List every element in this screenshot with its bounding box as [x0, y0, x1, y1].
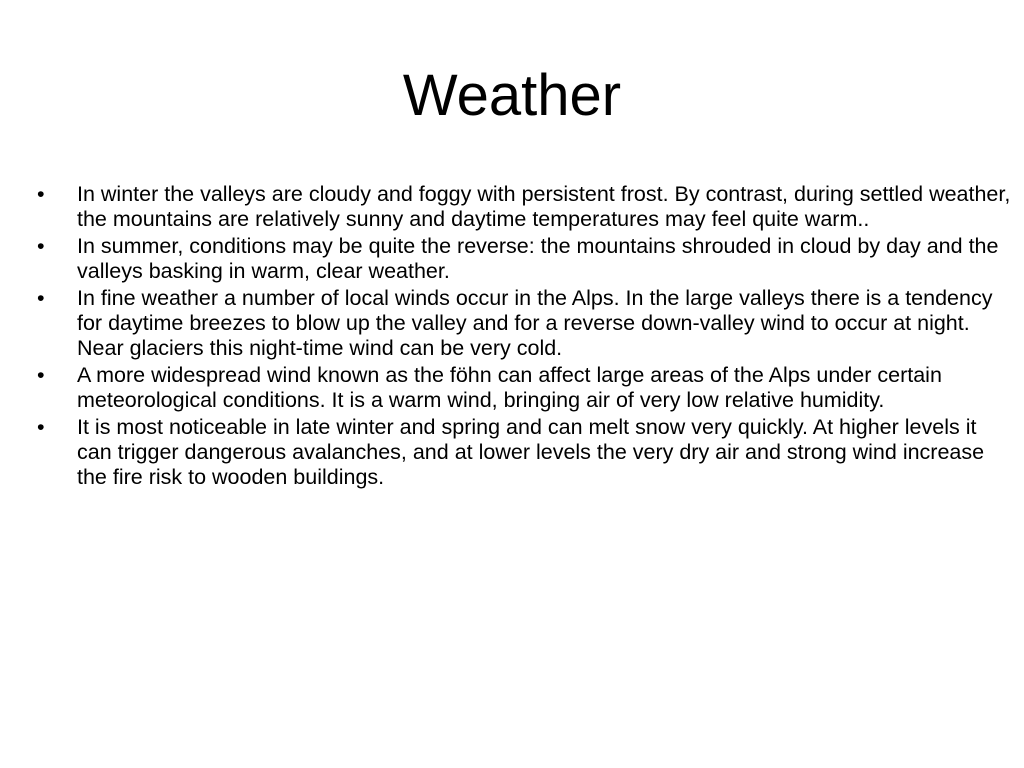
- bullet-text: In fine weather a number of local winds occur in the Alps. In the large valleys there is a tendency for daytime breezes to blow up the valley and for a reverse down-valley wind to occur at night. Near glaciers this night-time wind can be very cold.: [77, 286, 993, 360]
- bullet-item: [0, 182, 1024, 232]
- bullet-list: [0, 182, 1024, 492]
- bullet-text: In winter the valleys are cloudy and foggy with persistent frost. By contrast, during settled weather, the mountains are relatively sunny and daytime temperatures may feel quite warm..: [77, 182, 1011, 231]
- bullet-item: [0, 415, 1024, 490]
- bullet-item: [0, 286, 1024, 361]
- bullet-text: A more widespread wind known as the föhn can affect large areas of the Alps under certain meteorological conditions. It is a warm wind, bringing air of very low relative humidity.: [77, 363, 942, 412]
- bullet-text: In summer, conditions may be quite the reverse: the mountains shrouded in cloud by day and the valleys basking in warm, clear weather.: [77, 234, 999, 283]
- bullet-item: [0, 234, 1024, 284]
- bullet-icon: •: [37, 286, 45, 310]
- bullet-icon: •: [37, 415, 45, 439]
- bullet-icon: •: [37, 363, 45, 387]
- bullet-icon: •: [37, 234, 45, 258]
- bullet-item: [0, 363, 1024, 413]
- bullet-text: It is most noticeable in late winter and spring and can melt snow very quickly. At higher levels it can trigger dangerous avalanches, and at lower levels the very dry air and strong wind increase the fire risk to wooden buildings.: [77, 415, 985, 489]
- slide-title: Weather: [402, 63, 622, 128]
- bullet-icon: •: [37, 182, 45, 206]
